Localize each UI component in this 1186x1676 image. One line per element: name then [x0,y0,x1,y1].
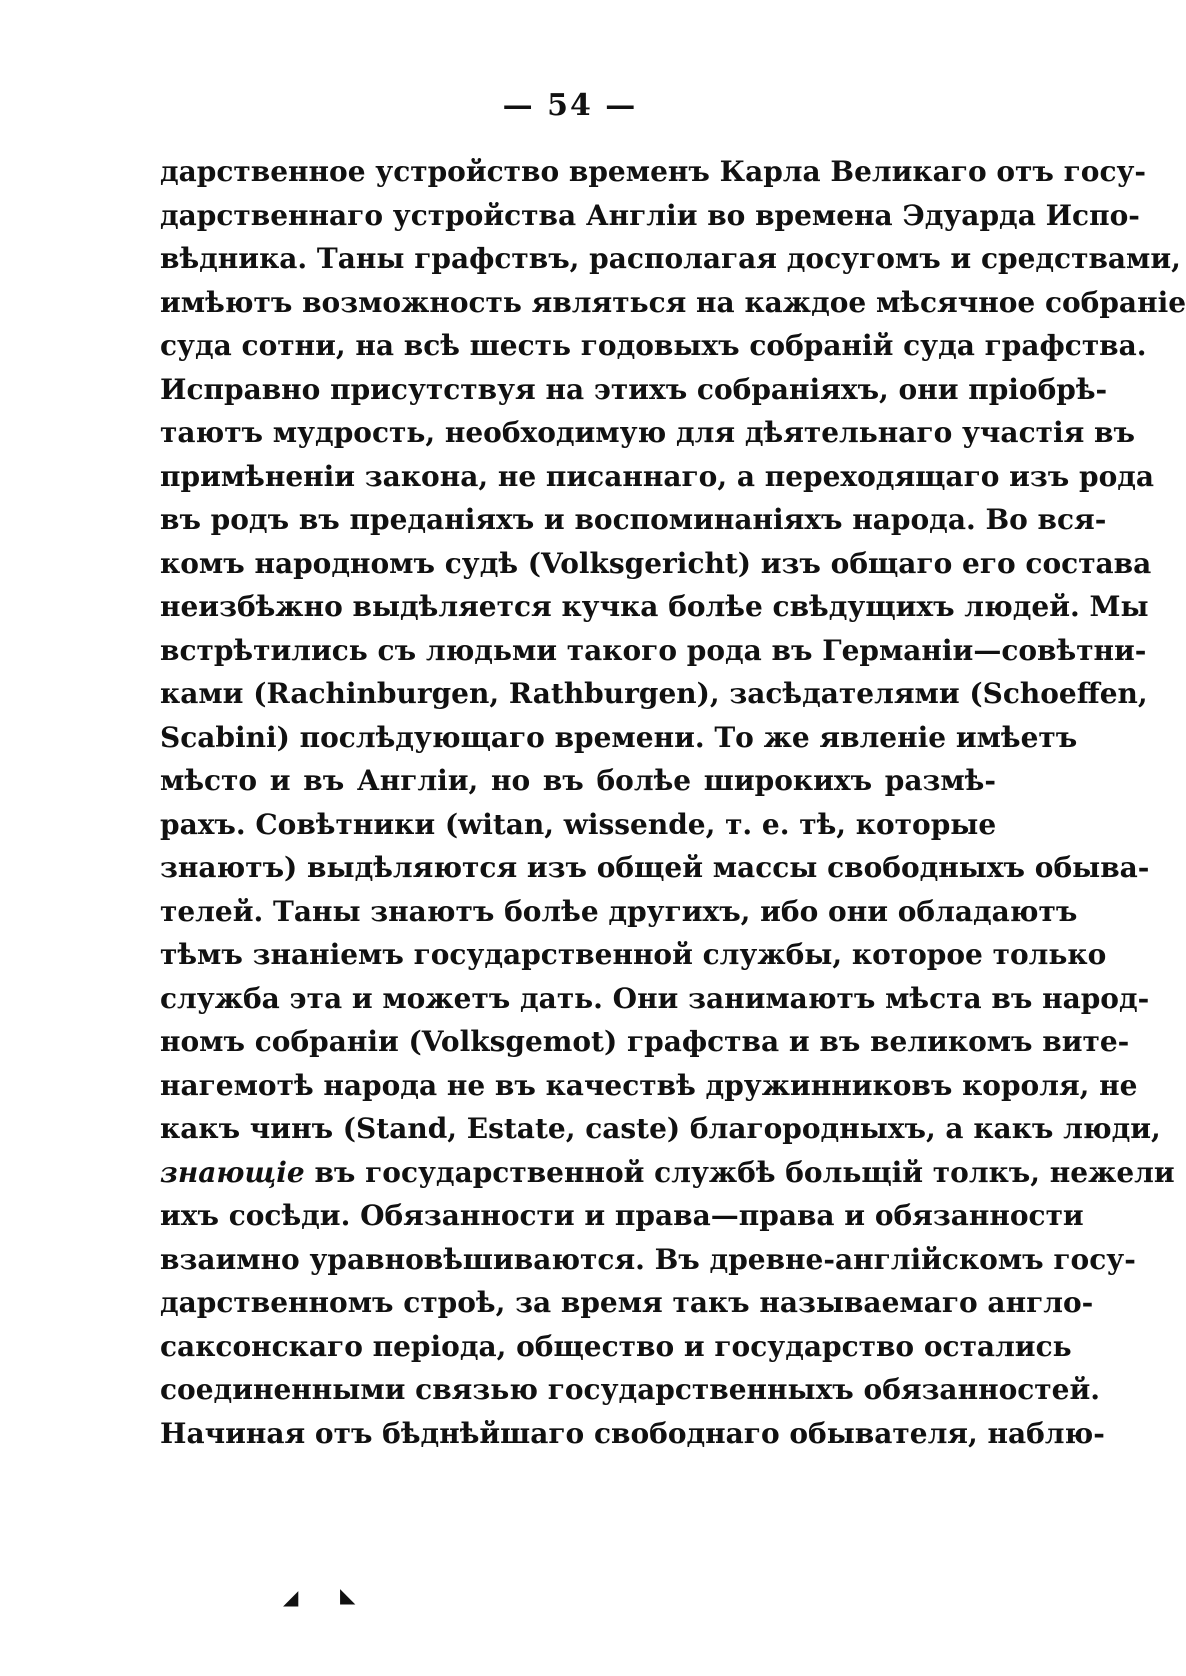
text-line: ками (Rachinburgen, Rathburgen), засѣдателями (Schoeffen, [160,677,1148,710]
text-line: соединенными связью государственныхъ обязанностей. [160,1373,1100,1406]
text-line: рахъ. Совѣтники (witan, wissende, т. е. тѣ, которые [160,807,997,841]
text-line: вѣдника. Таны графствъ, располагая досугомъ и средствами, [160,242,1181,275]
italic-word: знающіе [160,1155,305,1189]
text-line: Scabini) послѣдующаго времени. То же явленіе имѣетъ [160,720,1078,754]
text-line: саксонскаго періода, общество и государство остались [160,1329,1072,1363]
text-line: комъ народномъ судѣ (Volksgericht) изъ общаго его состава [160,546,1152,580]
text-line: примѣненіи закона, не писаннаго, а переходящаго изъ рода [160,459,1155,493]
text-line: ихъ сосѣди. Обязанности и права—права и обязанности [160,1199,1084,1232]
text-line: дарственнаго устройства Англіи во времена Эдуарда Испо- [160,198,1140,232]
page-number: — 54 — [502,88,638,123]
text-line: Исправно присутствуя на этихъ собраніяхъ, они пріобрѣ- [160,372,1108,406]
text-line: номъ собраніи (Volksgemot) графства и въ великомъ вите- [160,1025,1130,1058]
text-line: таютъ мудрость, необходимую для дѣятельнаго участія въ [160,416,1135,449]
text-line: какъ чинъ (Stand, Estate, caste) благородныхъ, а какъ люди, [160,1112,1161,1145]
text-line: дарственномъ строѣ, за время такъ называемаго англо- [160,1286,1094,1319]
text-line: неизбѣжно выдѣляется кучка болѣе свѣдущихъ людей. Мы [160,590,1149,623]
text-line-with-italic [160,1151,1175,1195]
text-line: служба эта и можетъ дать. Они занимаютъ мѣста въ народ- [160,981,1150,1015]
text-line: взаимно уравновѣшиваются. Въ древне-англійскомъ госу- [160,1242,1136,1276]
text-line-rest: въ государственной службѣ больщій толкъ, нежели [314,1155,1175,1189]
body-text [160,150,1186,1455]
text-line: тѣмъ знаніемъ государственной службы, которое только [160,938,1107,971]
text-line: Начиная отъ бѣднѣйшаго свободнаго обывателя, наблю- [160,1416,1105,1450]
text-line: мѣсто и въ Англіи, но въ болѣе широкихъ размѣ- [160,764,996,797]
print-speck: ◢ [283,1585,299,1609]
text-line: дарственное устройство временъ Карла Великаго отъ госу- [160,155,1147,188]
text-line: телей. Таны знаютъ болѣе другихъ, ибо они обладаютъ [160,894,1078,928]
text-line: имѣютъ возможность являться на каждое мѣсячное собраніе [160,285,1186,319]
text-line: знаютъ) выдѣляются изъ общей массы свободныхъ обыва- [160,851,1150,884]
text-line: въ родъ въ преданіяхъ и воспоминаніяхъ народа. Во вся- [160,503,1107,536]
text-line: нагемотѣ народа не въ качествѣ дружинниковъ короля, не [160,1068,1138,1102]
text-line: встрѣтились съ людьми такого рода въ Германіи—совѣтни- [160,633,1147,667]
print-speck: ◣ [340,1583,356,1607]
text-line: суда сотни, на всѣ шесть годовыхъ собраній суда графства. [160,329,1147,362]
